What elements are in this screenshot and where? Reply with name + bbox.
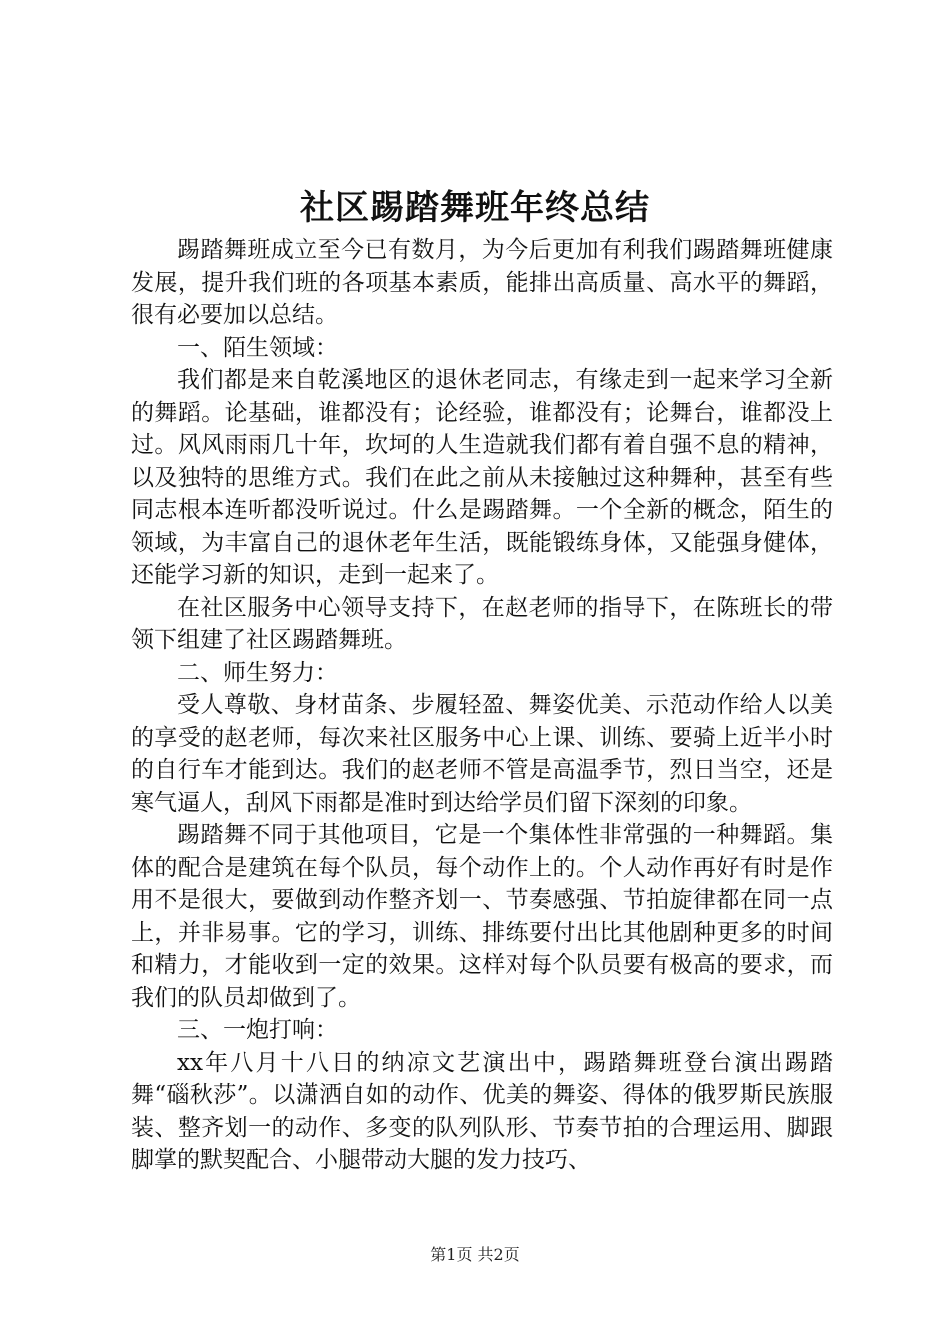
paragraph-section-2: 受人尊敬、身材苗条、步履轻盈、舞姿优美、示范动作给人以美的享受的赵老师，每次来社区服务中心上课、训练、要骑上近半小时的自行车才能到达。我们的赵老师不管是高温季节，烈日当空，还是寒气逼人，刮风下雨都是准时到达给学员们留下深刻的印象。 bbox=[131, 692, 833, 816]
paragraph-section-3: xx年八月十八日的纳凉文艺演出中，踢踏舞班登台演出踢踏舞“碯秋莎”。以潇洒自如的动作、优美的舞姿、得体的俄罗斯民族服装、整齐划一的动作、多变的队列队形、节奏节拍的合理运用、脚跟脚掌的默契配合、小腿带动大腿的发力技巧、 bbox=[131, 1049, 833, 1173]
paragraph-section-1: 我们都是来自乾溪地区的退休老同志，有缘走到一起来学习全新的舞蹈。论基础，谁都没有；论经验，谁都没有；论舞台，谁都没上过。风风雨雨几十年，坎坷的人生造就我们都有着自强不息的精神，以及独特的思维方式。我们在此之前从未接触过这种舞种，甚至有些同志根本连听都没听说过。什么是踢踏舞。一个全新的概念，陌生的领域，为丰富自己的退休老年生活，既能锻练身体，又能强身健体，还能学习新的知识，走到一起来了。 bbox=[131, 367, 833, 588]
section-heading-1: 一、陌生领域： bbox=[177, 334, 338, 361]
document-body bbox=[131, 234, 833, 1177]
paragraph-section-1-b: 在社区服务中心领导支持下，在赵老师的指导下，在陈班长的带领下组建了社区踢踏舞班。 bbox=[131, 594, 833, 653]
section-heading-3: 三、一炮打响： bbox=[177, 1017, 338, 1043]
page-footer: 第1页 共2页 bbox=[430, 1245, 520, 1264]
paragraph-section-2-b: 踢踏舞不同于其他项目，它是一个集体性非常强的一种舞蹈。集体的配合是建筑在每个队员，每个动作上的。个人动作再好有时是作用不是很大，要做到动作整齐划一、节奏感强、节拍旋律都在同一点上，并非易事。它的学习，训练、排练要付出比其他剧种更多的时间和精力，才能收到一定的效果。这样对每个队员要有极高的要求，而我们的队员却做到了。 bbox=[131, 822, 833, 1011]
section-heading-2: 二、师生努力： bbox=[177, 659, 338, 686]
document-title: 社区踢踏舞班年终总结 bbox=[300, 188, 650, 228]
paragraph-intro: 踢踏舞班成立至今已有数月，为今后更加有利我们踢踏舞班健康发展，提升我们班的各项基本素质，能排出高质量、高水平的舞蹈，很有必要加以总结。 bbox=[131, 237, 833, 328]
